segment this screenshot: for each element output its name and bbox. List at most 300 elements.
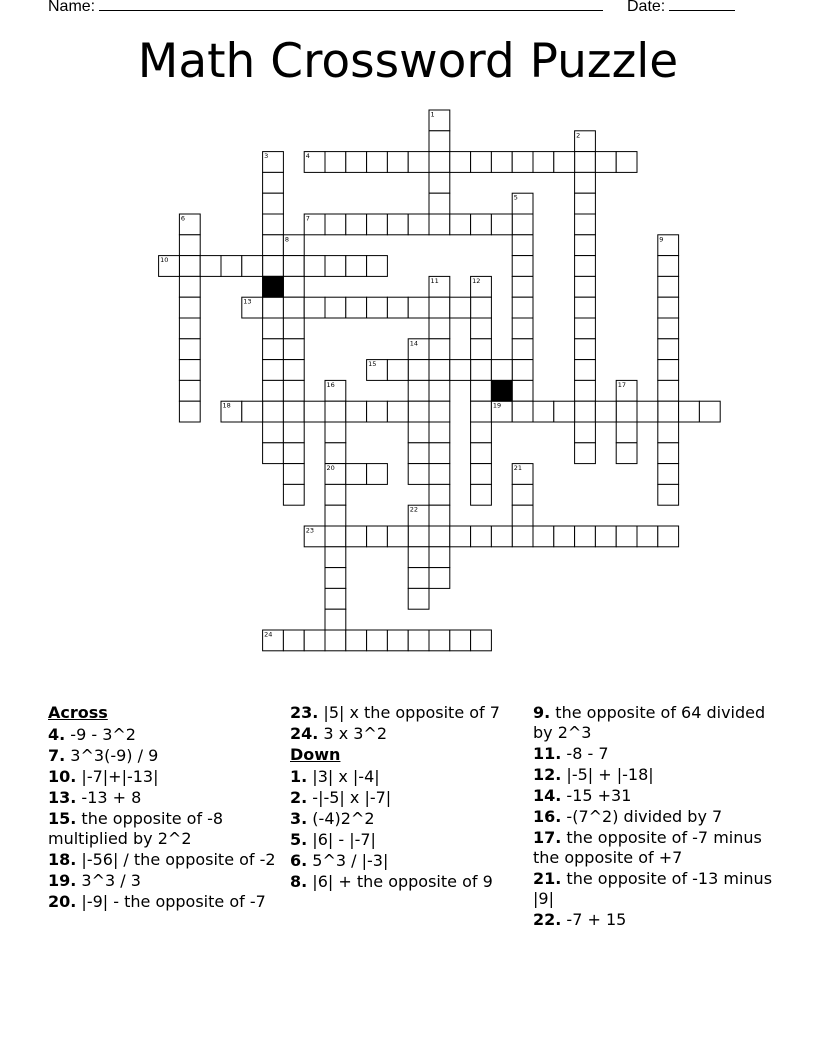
grid-cell[interactable]	[658, 443, 679, 464]
clue-text: -13 + 8	[76, 788, 142, 807]
grid-cell[interactable]	[408, 152, 429, 173]
grid-cell[interactable]	[325, 505, 346, 526]
grid-cell[interactable]	[325, 256, 346, 277]
clue-number: 4	[305, 152, 310, 161]
grid-cell[interactable]	[512, 360, 533, 381]
grid-cell[interactable]	[387, 360, 408, 381]
across-clue	[48, 850, 278, 870]
across-clue	[290, 724, 522, 744]
grid-cell[interactable]	[575, 422, 596, 443]
grid-cell[interactable]	[429, 131, 450, 152]
grid-cell[interactable]	[450, 214, 471, 235]
clue-number: 18	[222, 401, 231, 410]
grid-cell[interactable]	[283, 484, 304, 505]
grid-cell[interactable]	[429, 318, 450, 339]
clue-number: 6	[180, 214, 186, 223]
clue-num: 11.	[533, 744, 562, 763]
grid-cell[interactable]	[491, 214, 512, 235]
grid-cell[interactable]	[658, 276, 679, 297]
grid-cell[interactable]	[179, 380, 200, 401]
grid-cell[interactable]	[471, 443, 492, 464]
grid-cell[interactable]	[387, 526, 408, 547]
grid-cell[interactable]	[658, 318, 679, 339]
grid-cell[interactable]	[263, 214, 284, 235]
grid-cell[interactable]	[512, 235, 533, 256]
grid-cell[interactable]	[179, 256, 200, 277]
grid-cell[interactable]	[512, 276, 533, 297]
clue-number: 1	[430, 110, 435, 119]
grid-cell[interactable]	[450, 526, 471, 547]
grid-cell[interactable]	[679, 401, 700, 422]
grid-cell[interactable]	[263, 193, 284, 214]
grid-cell[interactable]	[637, 401, 658, 422]
clue-text: -9 - 3^2	[65, 725, 136, 744]
clue-number: 24	[264, 630, 273, 639]
clue-num: 21.	[533, 869, 562, 888]
grid-cell[interactable]	[658, 380, 679, 401]
clue-num: 13.	[48, 788, 77, 807]
grid-cell[interactable]	[658, 360, 679, 381]
grid-cell[interactable]	[575, 193, 596, 214]
grid-cell[interactable]	[471, 339, 492, 360]
down-clue	[533, 828, 773, 868]
grid-cell[interactable]	[616, 443, 637, 464]
grid-cell[interactable]	[179, 318, 200, 339]
clue-text: -7 + 15	[561, 910, 627, 929]
grid-cell[interactable]	[429, 152, 450, 173]
grid-cell[interactable]	[367, 297, 388, 318]
down-clue	[290, 767, 522, 787]
grid-cell[interactable]	[283, 360, 304, 381]
grid-cell[interactable]	[471, 214, 492, 235]
across-clue	[290, 703, 522, 723]
clue-text: |3| x |-4|	[307, 767, 380, 786]
grid-cell[interactable]	[658, 401, 679, 422]
clue-text: |-9| - the opposite of -7	[76, 892, 266, 911]
clue-num: 15.	[48, 809, 77, 828]
grid-cell[interactable]	[575, 443, 596, 464]
clue-number: 12	[472, 276, 481, 285]
across-heading: Across	[48, 703, 108, 722]
grid-cell[interactable]	[408, 401, 429, 422]
across-clue	[48, 892, 278, 912]
grid-cell[interactable]	[512, 152, 533, 173]
grid-cell[interactable]	[471, 297, 492, 318]
clue-num: 10.	[48, 767, 77, 786]
page-title: Math Crossword Puzzle	[137, 34, 679, 89]
grid-cell[interactable]	[263, 318, 284, 339]
grid-cell[interactable]	[367, 526, 388, 547]
clue-text: 5^3 / |-3|	[307, 851, 389, 870]
down-clue	[533, 786, 773, 806]
grid-cell[interactable]	[408, 526, 429, 547]
grid-cell[interactable]	[450, 360, 471, 381]
grid-cell[interactable]	[200, 256, 221, 277]
grid-cell[interactable]	[658, 422, 679, 443]
grid-cell[interactable]	[387, 152, 408, 173]
grid-cell[interactable]	[325, 214, 346, 235]
grid-cell[interactable]	[575, 401, 596, 422]
down-clue	[533, 807, 773, 827]
grid-cell[interactable]	[575, 297, 596, 318]
grid-cell[interactable]	[325, 609, 346, 630]
down-clue	[290, 830, 522, 850]
grid-cell[interactable]	[263, 256, 284, 277]
grid-cell[interactable]	[179, 339, 200, 360]
clue-number: 22	[409, 505, 418, 514]
clue-text: 3 x 3^2	[318, 724, 388, 743]
down-clue-list-2	[533, 703, 773, 930]
clues-column-2	[290, 703, 522, 893]
grid-cell[interactable]	[367, 214, 388, 235]
grid-cell[interactable]	[263, 360, 284, 381]
grid-cell[interactable]	[429, 484, 450, 505]
grid-cell[interactable]	[491, 152, 512, 173]
grid-cell[interactable]	[512, 318, 533, 339]
clues-column-1	[48, 703, 278, 913]
grid-cell[interactable]	[450, 152, 471, 173]
grid-cell[interactable]	[595, 526, 616, 547]
down-heading: Down	[290, 745, 341, 764]
grid-cell[interactable]	[325, 526, 346, 547]
clue-number: 2	[576, 131, 581, 140]
grid-cell[interactable]	[283, 443, 304, 464]
grid-cell[interactable]	[429, 297, 450, 318]
clue-text: |6| - |-7|	[307, 830, 376, 849]
grid-cell[interactable]	[699, 401, 720, 422]
grid-cell[interactable]	[325, 401, 346, 422]
grid-cell[interactable]	[408, 360, 429, 381]
down-clue	[290, 872, 522, 892]
clue-num: 12.	[533, 765, 562, 784]
grid-cell[interactable]	[471, 484, 492, 505]
grid-cell[interactable]	[283, 422, 304, 443]
down-clue	[290, 809, 522, 829]
clue-text: the opposite of 64 divided by 2^3	[533, 703, 766, 742]
clue-num: 4.	[48, 725, 66, 744]
grid-cell[interactable]	[429, 443, 450, 464]
grid-cell[interactable]	[429, 526, 450, 547]
clue-number: 5	[513, 193, 518, 202]
clue-num: 14.	[533, 786, 562, 805]
grid-cell[interactable]	[575, 380, 596, 401]
clue-text: |-7|+|-13|	[76, 767, 159, 786]
grid-cell[interactable]	[387, 214, 408, 235]
clue-text: -8 - 7	[561, 744, 609, 763]
grid-cell[interactable]	[554, 526, 575, 547]
grid-cell[interactable]	[283, 401, 304, 422]
clue-number: 19	[492, 401, 502, 410]
grid-cell[interactable]	[616, 526, 637, 547]
clue-num: 22.	[533, 910, 562, 929]
clue-number: 13	[243, 297, 252, 306]
clue-num: 19.	[48, 871, 77, 890]
down-clue-list-1	[290, 767, 522, 892]
clue-number: 20	[326, 464, 335, 473]
grid-cell[interactable]	[242, 401, 263, 422]
grid-cell[interactable]	[367, 401, 388, 422]
across-clue	[48, 725, 278, 745]
grid-cell[interactable]	[346, 152, 367, 173]
clue-number: 3	[264, 152, 269, 161]
down-clue	[290, 851, 522, 871]
grid-cell[interactable]	[658, 526, 679, 547]
grid-cell[interactable]	[367, 630, 388, 651]
grid-cell[interactable]	[658, 464, 679, 485]
grid-cell[interactable]	[575, 214, 596, 235]
grid-cell[interactable]	[263, 235, 284, 256]
clue-text: -15 +31	[561, 786, 632, 805]
clue-num: 2.	[290, 788, 308, 807]
grid-cell[interactable]	[179, 401, 200, 422]
grid-cell[interactable]	[304, 297, 325, 318]
clue-text: the opposite of -13 minus |9|	[533, 869, 773, 908]
grid-cell[interactable]	[554, 401, 575, 422]
grid-cell[interactable]	[179, 360, 200, 381]
clue-num: 7.	[48, 746, 66, 765]
grid-cell[interactable]	[367, 256, 388, 277]
grid-cell[interactable]	[263, 401, 284, 422]
grid-cell[interactable]	[283, 256, 304, 277]
grid-cell[interactable]	[408, 380, 429, 401]
across-clue	[48, 871, 278, 891]
down-clue	[533, 765, 773, 785]
grid-cell[interactable]	[658, 484, 679, 505]
grid-cell[interactable]	[283, 297, 304, 318]
grid-cell[interactable]	[325, 152, 346, 173]
grid-cell[interactable]	[179, 276, 200, 297]
grid-cell[interactable]	[387, 401, 408, 422]
grid-cell[interactable]	[429, 422, 450, 443]
grid-cell[interactable]	[616, 401, 637, 422]
grid-cell[interactable]	[387, 630, 408, 651]
clue-num: 17.	[533, 828, 562, 847]
grid-cell[interactable]	[575, 276, 596, 297]
clues-column-3	[533, 703, 773, 931]
grid-cell[interactable]	[471, 152, 492, 173]
grid-cell[interactable]	[616, 152, 637, 173]
grid-cell[interactable]	[450, 630, 471, 651]
grid-cell[interactable]	[450, 297, 471, 318]
clue-num: 8.	[290, 872, 308, 891]
grid-cell[interactable]	[346, 214, 367, 235]
clue-num: 1.	[290, 767, 308, 786]
grid-cell[interactable]	[408, 214, 429, 235]
grid-cell[interactable]	[512, 214, 533, 235]
grid-cell[interactable]	[533, 152, 554, 173]
clue-num: 18.	[48, 850, 77, 869]
grid-cell[interactable]	[658, 256, 679, 277]
grid-cell[interactable]	[325, 422, 346, 443]
grid-cell[interactable]	[408, 422, 429, 443]
clue-number: 23	[305, 526, 314, 535]
grid-cell[interactable]	[429, 193, 450, 214]
grid-cell[interactable]	[429, 630, 450, 651]
grid-cell[interactable]	[408, 630, 429, 651]
grid-cell[interactable]	[616, 422, 637, 443]
grid-cell[interactable]	[658, 297, 679, 318]
clue-num: 23.	[290, 703, 319, 722]
clue-text: the opposite of -7 minus the opposite of +7	[533, 828, 762, 867]
grid-cell[interactable]	[491, 360, 512, 381]
grid-cell[interactable]	[512, 526, 533, 547]
grid-cell[interactable]	[471, 464, 492, 485]
grid-cell[interactable]	[429, 172, 450, 193]
clue-number: 9	[659, 235, 664, 244]
grid-cell[interactable]	[283, 464, 304, 485]
grid-cell[interactable]	[408, 568, 429, 589]
across-clue-list-1	[48, 725, 278, 912]
grid-cell[interactable]	[658, 339, 679, 360]
grid-cell[interactable]	[304, 256, 325, 277]
black-cell	[491, 380, 512, 401]
grid-cell[interactable]	[575, 526, 596, 547]
clue-number: 15	[368, 360, 377, 369]
grid-cell[interactable]	[179, 235, 200, 256]
grid-cell[interactable]	[429, 464, 450, 485]
grid-cell[interactable]	[325, 588, 346, 609]
clue-text: (-4)2^2	[307, 809, 375, 828]
grid-cell[interactable]	[429, 505, 450, 526]
clue-num: 16.	[533, 807, 562, 826]
clue-text: 3^3 / 3	[76, 871, 141, 890]
clue-number: 11	[430, 276, 439, 285]
down-clue	[533, 869, 773, 909]
grid-cell[interactable]	[471, 401, 492, 422]
grid-cell[interactable]	[429, 568, 450, 589]
grid-cell[interactable]	[283, 276, 304, 297]
clue-num: 24.	[290, 724, 319, 743]
grid-cell[interactable]	[491, 526, 512, 547]
clue-num: 5.	[290, 830, 308, 849]
grid-cell[interactable]	[512, 505, 533, 526]
clue-number: 7	[305, 214, 310, 223]
grid-cell[interactable]	[304, 630, 325, 651]
grid-cell[interactable]	[263, 422, 284, 443]
grid-cell[interactable]	[512, 297, 533, 318]
grid-cell[interactable]	[283, 339, 304, 360]
grid-cell[interactable]	[471, 526, 492, 547]
grid-cell[interactable]	[575, 318, 596, 339]
grid-cell[interactable]	[471, 380, 492, 401]
grid-cell[interactable]	[575, 172, 596, 193]
grid-cell[interactable]	[304, 401, 325, 422]
grid-cell[interactable]	[512, 256, 533, 277]
grid-cell[interactable]	[471, 360, 492, 381]
name-label: Name:	[48, 0, 96, 15]
clue-text: |-56| / the opposite of -2	[76, 850, 276, 869]
grid-cell[interactable]	[471, 422, 492, 443]
grid-cell[interactable]	[429, 547, 450, 568]
clue-text: -|-5| x |-7|	[307, 788, 392, 807]
grid-cell[interactable]	[429, 360, 450, 381]
grid-cell[interactable]	[533, 401, 554, 422]
grid-cell[interactable]	[575, 235, 596, 256]
grid-cell[interactable]	[283, 630, 304, 651]
grid-cell[interactable]	[408, 297, 429, 318]
grid-cell[interactable]	[346, 464, 367, 485]
grid-cell[interactable]	[325, 630, 346, 651]
grid-cell[interactable]	[367, 152, 388, 173]
clue-text: 3^3(-9) / 9	[65, 746, 159, 765]
grid-cell[interactable]	[595, 401, 616, 422]
grid-cell[interactable]	[263, 339, 284, 360]
clue-num: 9.	[533, 703, 551, 722]
across-clue	[48, 788, 278, 808]
grid-cell[interactable]	[575, 339, 596, 360]
across-clue	[48, 809, 278, 849]
down-clue	[533, 744, 773, 764]
grid-cell[interactable]	[346, 630, 367, 651]
grid-cell[interactable]	[408, 547, 429, 568]
grid-cell[interactable]	[595, 152, 616, 173]
grid-cell[interactable]	[179, 297, 200, 318]
grid-cell[interactable]	[263, 172, 284, 193]
clue-num: 20.	[48, 892, 77, 911]
grid-cell[interactable]	[283, 380, 304, 401]
grid-cell[interactable]	[637, 526, 658, 547]
grid-cell[interactable]	[263, 297, 284, 318]
grid-cell[interactable]	[429, 380, 450, 401]
grid-cell[interactable]	[346, 297, 367, 318]
grid-cell[interactable]	[367, 464, 388, 485]
grid-cell[interactable]	[554, 152, 575, 173]
grid-cell[interactable]	[325, 484, 346, 505]
clue-text: |5| x the opposite of 7	[318, 703, 500, 722]
grid-cell[interactable]	[221, 256, 242, 277]
grid-cell[interactable]	[471, 318, 492, 339]
grid-cell[interactable]	[325, 297, 346, 318]
grid-cell[interactable]	[408, 464, 429, 485]
grid-cell[interactable]	[408, 588, 429, 609]
clue-text: |-5| + |-18|	[561, 765, 654, 784]
grid-cell[interactable]	[575, 360, 596, 381]
grid-cell[interactable]	[575, 152, 596, 173]
grid-cell[interactable]	[512, 380, 533, 401]
clue-number: 8	[284, 235, 290, 244]
down-clue	[533, 910, 773, 930]
across-clue-list-2	[290, 703, 522, 744]
grid-cell[interactable]	[387, 297, 408, 318]
grid-cell[interactable]	[283, 318, 304, 339]
grid-cell[interactable]	[533, 526, 554, 547]
grid-cell[interactable]	[346, 256, 367, 277]
clue-text: |6| + the opposite of 9	[307, 872, 493, 891]
grid-cell[interactable]	[242, 256, 263, 277]
grid-cell[interactable]	[429, 401, 450, 422]
grid-cell[interactable]	[429, 214, 450, 235]
grid-cell[interactable]	[346, 526, 367, 547]
clue-text: the opposite of -8 multiplied by 2^2	[48, 809, 224, 848]
grid-cell[interactable]	[575, 256, 596, 277]
grid-cell[interactable]	[408, 443, 429, 464]
grid-cell[interactable]	[429, 339, 450, 360]
grid-cell[interactable]	[263, 443, 284, 464]
grid-cell[interactable]	[512, 339, 533, 360]
grid-cell[interactable]	[512, 484, 533, 505]
grid-cell[interactable]	[346, 401, 367, 422]
grid-cell[interactable]	[263, 380, 284, 401]
grid-cell[interactable]	[512, 401, 533, 422]
grid-cell[interactable]	[325, 443, 346, 464]
across-clue	[48, 767, 278, 787]
clue-number: 21	[513, 464, 522, 473]
grid-cell[interactable]	[471, 630, 492, 651]
grid-cell[interactable]	[325, 547, 346, 568]
across-clue	[48, 746, 278, 766]
down-clue	[533, 703, 773, 743]
grid-cell[interactable]	[325, 568, 346, 589]
